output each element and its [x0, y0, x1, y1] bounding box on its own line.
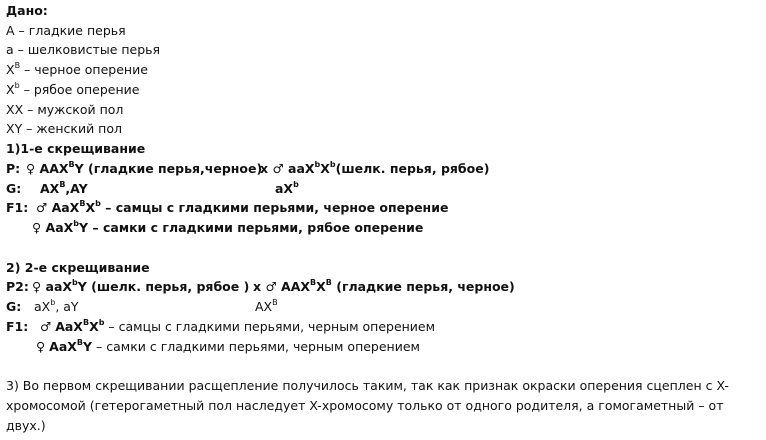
gene-row: XX – мужской пол [6, 102, 124, 117]
female-icon: ♀ [26, 161, 36, 176]
male-icon: ♂ [36, 200, 48, 215]
female-icon: ♀ [32, 279, 42, 294]
cross1-f-male: ♂ $AaX^BX^b$ – самцы с гладкими перьями, черное оперение [36, 199, 449, 215]
cross1-p-male: x ♂ $aaX^bX^b(шелк$. перья, рябое) [260, 160, 490, 176]
cross1-p-label: P: [6, 161, 21, 176]
cross2-g-female: $aX^b$, aY [34, 298, 79, 314]
cross1-g-label: G: [6, 181, 22, 196]
cross-sign: x [260, 161, 269, 176]
given-heading: Дано: [6, 3, 48, 18]
cross2-p-male: x ♂ $AAX^BX^B$ (гладкие перья, черное) [253, 278, 515, 294]
cross2-f-male: ♂ $AaX^BX^b$ – самцы с гладкими перьями, черным оперением [40, 318, 436, 334]
cross1-f-female: ♀ AaX$^b$Y – самки с гладкими перьями, рябое оперение [32, 219, 424, 235]
cross2-p-label: P2: [6, 279, 29, 294]
conclusion-paragraph: 3) Во первом скрещивании расщепление получилось таким, так как признак окраски оперения сцеплен с X-хромосомой (гетерогаметный пол наследует X-хромосому только от одного родителя, а гомогаметный – от двух.) [6, 378, 729, 433]
cross2-g-label: G: [6, 299, 22, 314]
cross-sign: x [253, 279, 262, 294]
cross2-title: 2) 2-е скрещивание [6, 260, 150, 275]
cross2-g-male: $AX^B$ [255, 298, 278, 314]
male-icon: ♂ [272, 161, 284, 176]
gene-row: XY – женский пол [6, 121, 122, 136]
gene-row: a – шелковистые перья [6, 42, 161, 57]
male-icon: ♂ [265, 279, 277, 294]
gene-row: $X^B$ – черное оперение [6, 61, 148, 77]
cross2-f-female: ♀ AaX$^B$Y – самки с гладкими перьями, черным оперением [36, 338, 420, 354]
cross2-f-label: F1: [6, 319, 29, 334]
cross1-f-label: F1: [6, 200, 29, 215]
male-icon: ♂ [40, 319, 52, 334]
gene-row: $X^b$ – рябое оперение [6, 81, 140, 97]
cross1-g-female: $AX^B,AY$ [40, 180, 88, 196]
cross2-p-female: ♀ aaX$^b$Y (шелк. перья, рябое ) [32, 278, 250, 294]
cross1-g-male: $aX^b$ [275, 180, 299, 196]
cross1-p-female: ♀ $AAX^BY$ (гладкие перья,черное) [26, 160, 263, 176]
gene-row: A – гладкие перья [6, 23, 126, 38]
cross1-title: 1)1-е скрещивание [6, 141, 146, 156]
female-icon: ♀ [32, 220, 42, 235]
female-icon: ♀ [36, 339, 46, 354]
